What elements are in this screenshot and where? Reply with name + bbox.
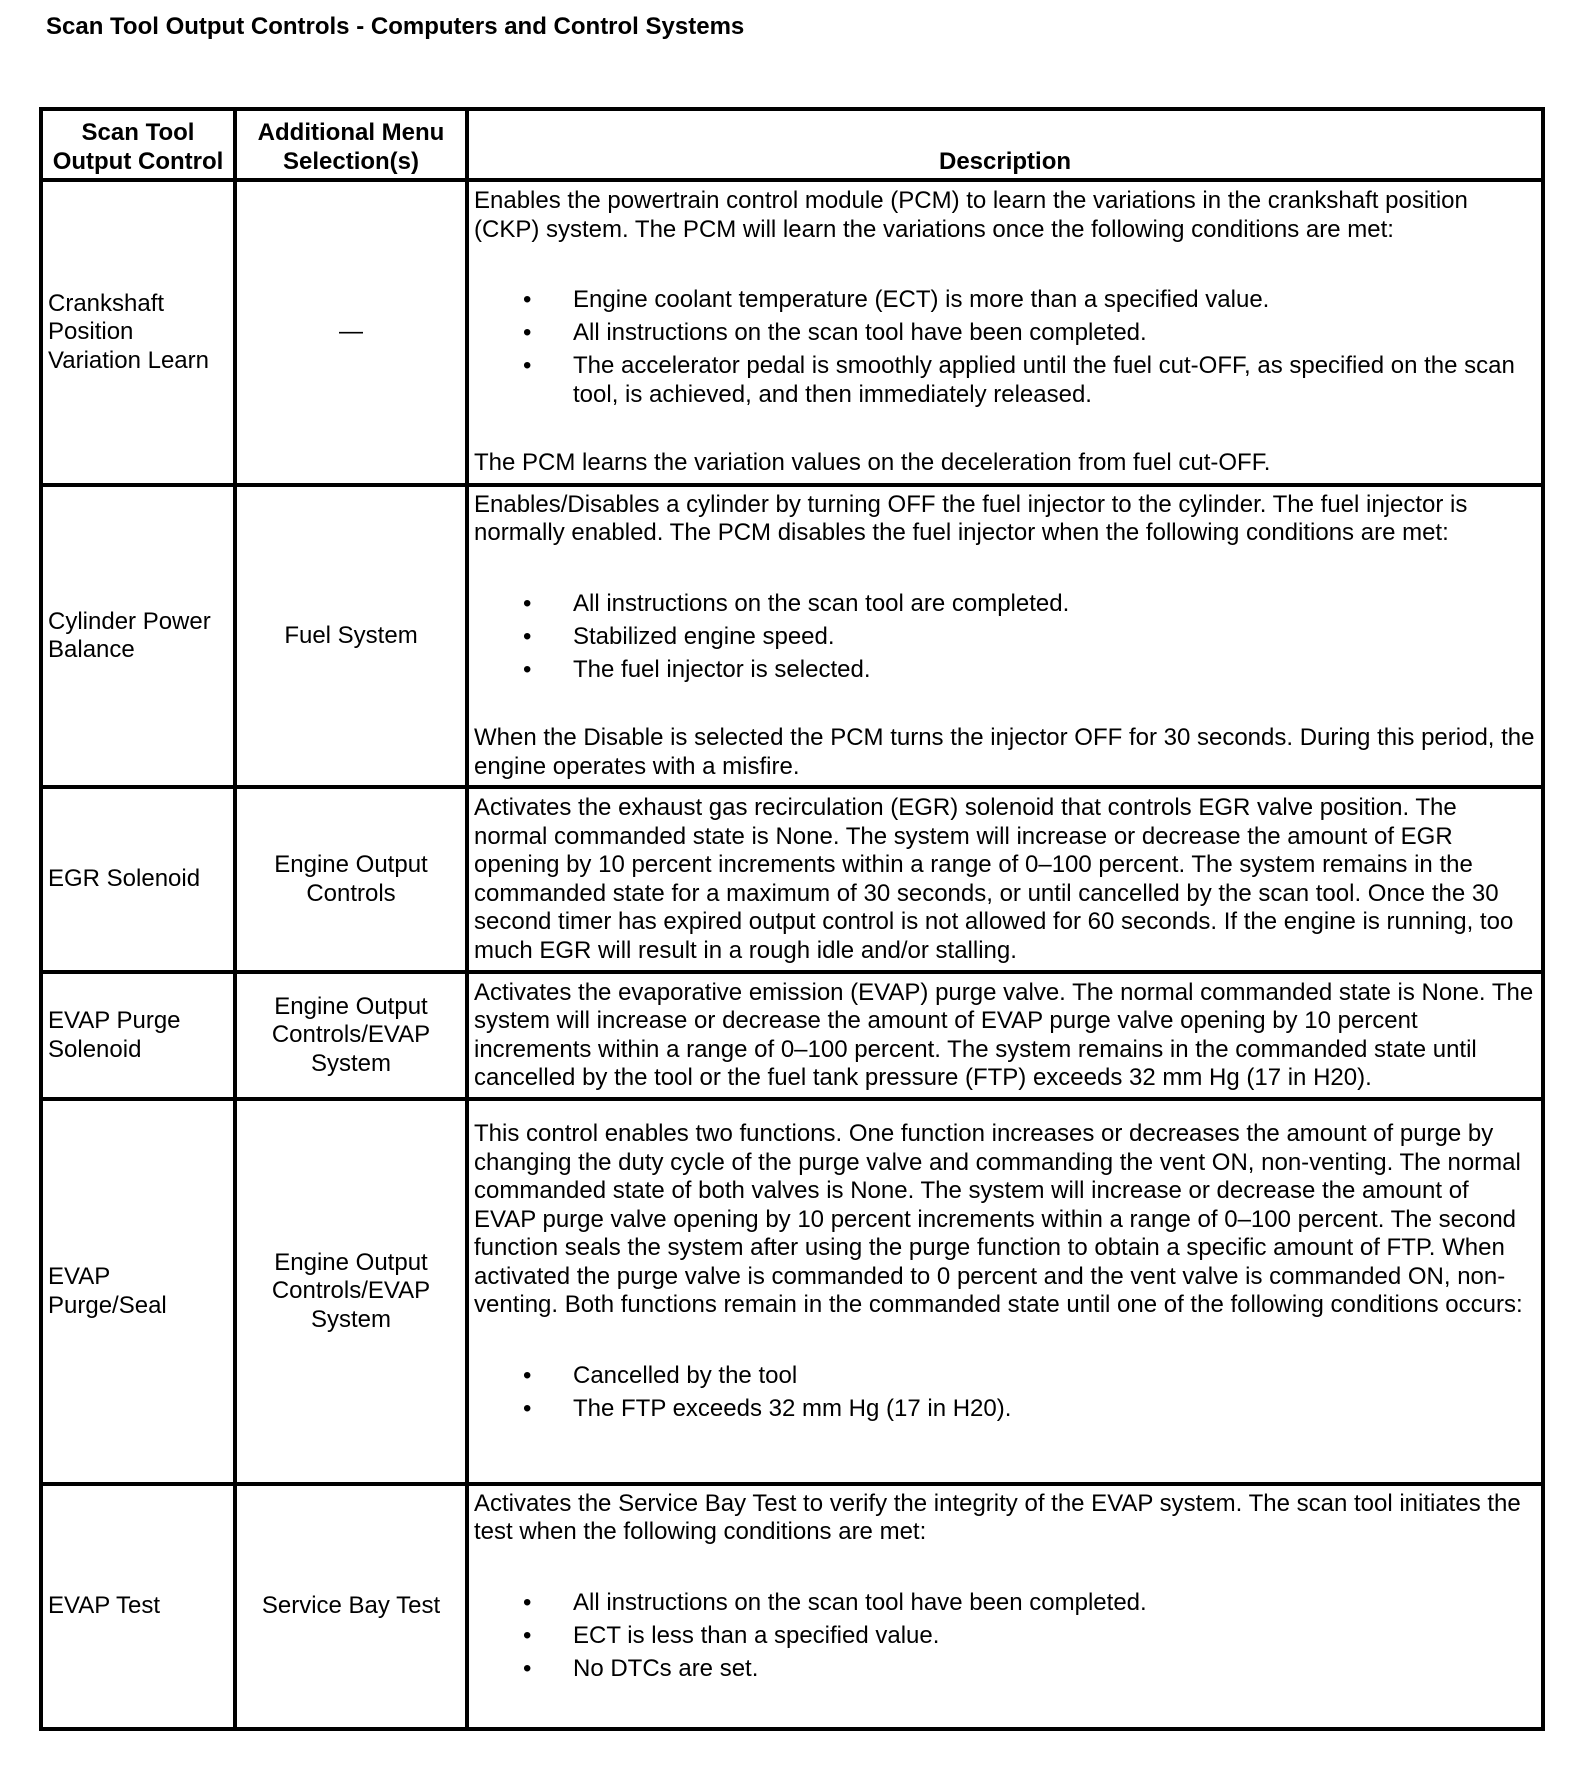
menu-cell: — — [235, 180, 467, 485]
description-cell — [467, 485, 1543, 787]
bullet-icon: • — [523, 622, 532, 650]
list-item — [523, 352, 1536, 409]
description-cell — [467, 1484, 1543, 1729]
description-cell — [467, 787, 1543, 972]
header-menu: Additional Menu Selection(s) — [235, 109, 467, 180]
condition-list — [474, 286, 1536, 409]
list-item-text: All instructions on the scan tool have been completed. — [573, 1588, 1147, 1616]
description-outro: When the Disable is selected the PCM turns the injector OFF for 30 seconds. During this period, the engine operates with a misfire. — [474, 724, 1535, 780]
description-intro: Activates the exhaust gas recirculation (EGR) solenoid that controls EGR valve position. The normal commanded state is None. The system will increase or decrease the amount of EGR opening by 10 percent increments within a range of 0–100 percent. The system remains in the commanded state for a maximum of 30 seconds, or until cancelled by the scan tool. Once the 30 second timer has expired output control is not allowed for 60 seconds. If the engine is running, too much EGR will result in a rough idle and/or stalling. — [474, 794, 1514, 964]
list-item — [523, 1654, 1536, 1684]
control-cell: EVAP Purge Solenoid — [41, 972, 235, 1099]
header-control: Scan Tool Output Control — [41, 109, 235, 180]
bullet-icon: • — [523, 1361, 532, 1389]
list-item-text: The fuel injector is selected. — [573, 655, 871, 683]
control-cell: Crankshaft Position Variation Learn — [41, 180, 235, 485]
description-cell — [467, 972, 1543, 1099]
description-intro: This control enables two functions. One function increases or decreases the amount of purge by changing the duty cycle of the purge valve and commanding the vent ON, non-venting. The normal commanded state of both valves is None. The system will increase or decrease the amount of EVAP purge valve opening by 10 percent increments within a range of 0–100 percent. The second function seals the system after using the purge function to obtain a specific amount of FTP. When activated the purge valve is commanded to 0 percent and the vent valve is commanded ON, non-venting. Both functions remain in the commanded state until one of the following conditions occurs: — [474, 1120, 1523, 1318]
header-description: Description — [467, 109, 1543, 180]
list-item-text: No DTCs are set. — [573, 1654, 759, 1682]
description-cell — [467, 180, 1543, 485]
table-row — [41, 787, 1543, 972]
control-cell: Cylinder Power Balance — [41, 485, 235, 787]
menu-cell: Service Bay Test — [235, 1484, 467, 1729]
list-item-text: Stabilized engine speed. — [573, 622, 835, 650]
list-item — [523, 1361, 1536, 1391]
control-cell: EGR Solenoid — [41, 787, 235, 972]
description-intro: Enables the powertrain control module (PCM) to learn the variations in the crankshaft position (CKP) system. The PCM will learn the variations once the following conditions are met: — [474, 187, 1468, 243]
bullet-icon: • — [523, 319, 532, 347]
menu-cell: Engine Output Controls/EVAP System — [235, 1099, 467, 1484]
page-title: Scan Tool Output Controls - Computers and Control Systems — [46, 13, 745, 40]
header-row — [41, 109, 1543, 180]
list-item-text: Cancelled by the tool — [573, 1361, 798, 1389]
condition-list — [474, 590, 1536, 685]
description-intro: Activates the Service Bay Test to verify the integrity of the EVAP system. The scan tool initiates the test when the following conditions are met: — [474, 1489, 1521, 1546]
menu-cell: Engine Output Controls/EVAP System — [235, 972, 467, 1099]
bullet-icon: • — [523, 1654, 532, 1682]
list-item — [523, 622, 1536, 652]
description-outro: The PCM learns the variation values on the deceleration from fuel cut-OFF. — [474, 449, 1271, 477]
list-item-text: All instructions on the scan tool are completed. — [573, 589, 1070, 617]
bullet-icon: • — [523, 589, 532, 617]
list-item — [523, 1588, 1536, 1618]
bullet-icon: • — [523, 1621, 532, 1649]
table-row — [41, 972, 1543, 1099]
menu-cell: Engine Output Controls — [235, 787, 467, 972]
list-item — [523, 589, 1536, 619]
table-row — [41, 1099, 1543, 1484]
menu-cell: Fuel System — [235, 485, 467, 787]
list-item — [523, 1621, 1536, 1651]
list-item-text: The accelerator pedal is smoothly applied until the fuel cut-OFF, as specified on the scan tool, is achieved, and then immediately released. — [573, 352, 1515, 408]
control-cell: EVAP Purge/Seal — [41, 1099, 235, 1484]
bullet-icon: • — [523, 1394, 532, 1422]
bullet-icon: • — [523, 1588, 532, 1616]
bullet-icon: • — [523, 655, 532, 683]
description-cell — [467, 1099, 1543, 1484]
list-item-text: The FTP exceeds 32 mm Hg (17 in H20). — [573, 1394, 1012, 1422]
table-row — [41, 485, 1543, 787]
list-item — [523, 655, 1536, 685]
description-intro: Activates the evaporative emission (EVAP) purge valve. The normal commanded state is None. The system will increase or decrease the amount of EVAP purge valve opening by 10 percent increments within a range of 0–100 percent. The system remains in the commanded state until cancelled by the tool or the fuel tank pressure (FTP) exceeds 32 mm Hg (17 in H20). — [474, 978, 1534, 1091]
condition-list — [474, 1589, 1536, 1684]
control-cell: EVAP Test — [41, 1484, 235, 1729]
table-row — [41, 180, 1543, 485]
list-item-text: ECT is less than a specified value. — [573, 1621, 940, 1649]
list-item — [523, 286, 1536, 315]
table-row — [41, 1484, 1543, 1729]
list-item-text: All instructions on the scan tool have been completed. — [573, 319, 1147, 347]
condition-list — [474, 1362, 1536, 1424]
bullet-icon: • — [523, 286, 532, 314]
bullet-icon: • — [523, 352, 532, 380]
list-item-text: Engine coolant temperature (ECT) is more than a specified value. — [573, 286, 1270, 314]
output-controls-table — [39, 107, 1545, 1731]
list-item — [523, 319, 1536, 348]
list-item — [523, 1394, 1536, 1424]
description-intro: Enables/Disables a cylinder by turning OFF the fuel injector to the cylinder. The fuel injector is normally enabled. The PCM disables the fuel injector when the following conditions are met: — [474, 490, 1468, 547]
